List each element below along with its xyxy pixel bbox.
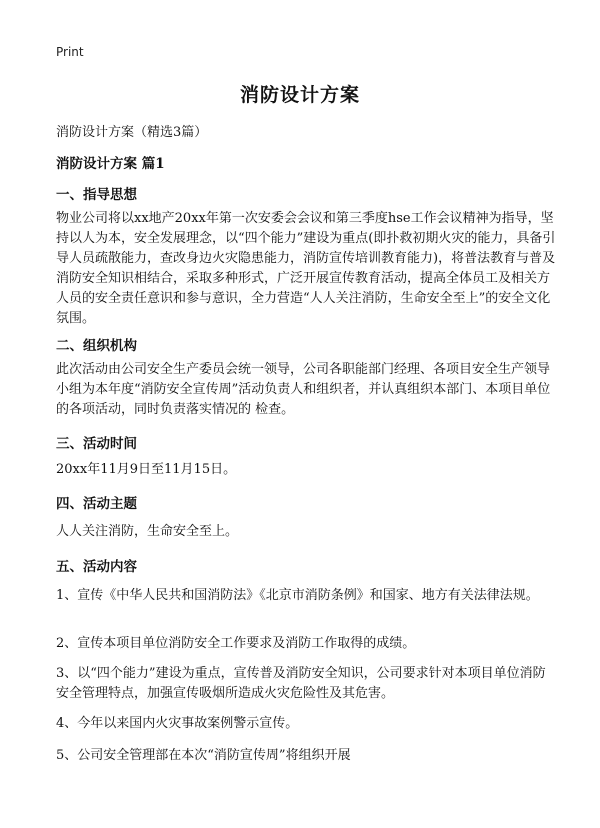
section-paragraph-organization: 此次活动由公司安全生产委员会统一领导，公司各职能部门经理、各项目安全生产领导小组为本年度“消防安全宣传周”活动负责人和组织者，并认真组织本部门、本项目单位的各项活动，同时负责落实情况的 检查。 bbox=[56, 362, 551, 417]
document-subtitle: 消防设计方案（精选3篇） bbox=[56, 125, 208, 140]
list-item: 4、今年以来国内火灾事故案例警示宣传。 bbox=[56, 716, 299, 731]
section-heading-guiding-ideology: 一、指导思想 bbox=[56, 187, 137, 203]
section-heading-activity-content: 五、活动内容 bbox=[56, 559, 137, 575]
section-heading-activity-theme: 四、活动主题 bbox=[56, 496, 137, 512]
list-item: 1、宣传《中华人民共和国消防法》《北京市消防条例》和国家、地方有关法律法规。 bbox=[56, 588, 539, 603]
list-item: 5、公司安全管理部在本次“消防宣传周”将组织开展 bbox=[56, 748, 351, 763]
list-item: 2、宣传本项目单位消防安全工作要求及消防工作取得的成绩。 bbox=[56, 636, 416, 651]
section-paragraph-guiding-ideology: 物业公司将以xx地产20xx年第一次安委会会议和第三季度hse工作会议精神为指导，坚持以人为本，安全发展理念，以“四个能力”建设为重点(即扑救初期火灾的能力，具备引导人员疏散能力，查改身边火灾隐患能力，消防宣传培训教育能力)，将普法教育与普及消防安全知识相结合，采取多种形式，广泛开展宣传教育活动，提高全体员工及相关方人员的安全责任意识和参与意识，全力营造“人人关注消防，生命安全至上”的安全文化氛围。 bbox=[56, 211, 556, 326]
chapter-title: 消防设计方案 篇1 bbox=[56, 156, 165, 172]
section-heading-activity-time: 三、活动时间 bbox=[56, 436, 137, 452]
print-link[interactable]: Print bbox=[56, 45, 84, 59]
list-item: 3、以“四个能力”建设为重点，宣传普及消防安全知识，公司要求针对本项目单位消防安全管理特点，加强宣传吸烟所造成火灾危险性及其危害。 bbox=[56, 666, 546, 701]
section-paragraph-activity-theme: 人人关注消防，生命安全至上。 bbox=[56, 524, 239, 539]
page-title: 消防设计方案 bbox=[239, 84, 360, 106]
section-paragraph-activity-time: 20xx年11月9日至11月15日。 bbox=[56, 462, 237, 477]
section-heading-organization: 二、组织机构 bbox=[56, 338, 137, 354]
